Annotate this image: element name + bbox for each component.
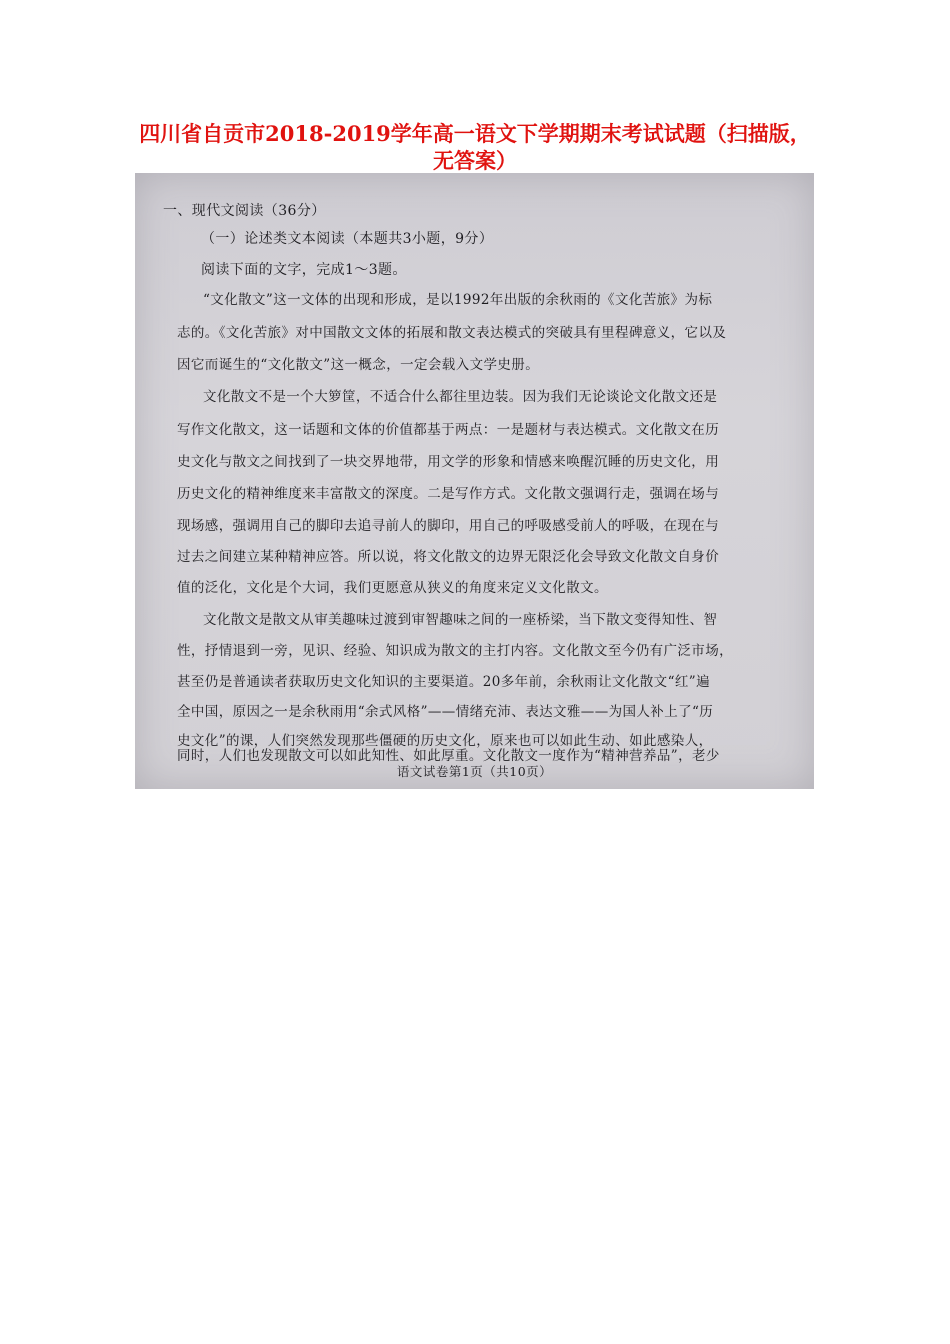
text-line: 全中国，原因之一是余秋雨用“余式风格”——情绪充沛、表达文雅——为国人补上了“历 bbox=[177, 704, 714, 720]
document-title bbox=[120, 120, 830, 174]
document-title-line-1: 四川省自贡市2018-2019学年高一语文下学期期末考试试题（扫描版， bbox=[139, 121, 811, 146]
text-line: 值的泛化，文化是个大词，我们更愿意从狭义的角度来定义文化散文。 bbox=[177, 580, 608, 596]
text-line: 历史文化的精神维度来丰富散文的深度。二是写作方式。文化散文强调行走，强调在场与 bbox=[177, 486, 720, 502]
text-line: 写作文化散文，这一话题和文体的价值都基于两点：一是题材与表达模式。文化散文在历 bbox=[177, 422, 720, 438]
document-title-line-2: 无答案） bbox=[433, 148, 517, 173]
text-line: 过去之间建立某种精神应答。所以说，将文化散文的边界无限泛化会导致文化散文自身价 bbox=[177, 549, 720, 565]
text-line: “文化散文”这一文体的出现和形成，是以1992年出版的余秋雨的《文化苦旅》为标 bbox=[203, 292, 713, 308]
subsection-heading: （一）论述类文本阅读（本题共3小题，9分） bbox=[201, 231, 494, 247]
text-line: 因它而诞生的“文化散文”这一概念，一定会载入文学史册。 bbox=[177, 357, 540, 373]
scanned-exam-page bbox=[135, 173, 814, 789]
text-line: 同时，人们也发现散文可以如此知性、如此厚重。文化散文一度作为“精神营养品”，老少 bbox=[177, 748, 720, 764]
text-line: 性，抒情退到一旁，见识、经验、知识成为散文的主打内容。文化散文至今仍有广泛市场， bbox=[177, 643, 733, 659]
text-line: 史文化与散文之间找到了一块交界地带，用文学的形象和情感来唤醒沉睡的历史文化，用 bbox=[177, 454, 720, 470]
text-line: 史文化”的课，人们突然发现那些僵硬的历史文化，原来也可以如此生动、如此感染人， bbox=[177, 733, 713, 749]
text-line: 文化散文是散文从审美趣味过渡到审智趣味之间的一座桥梁，当下散文变得知性、智 bbox=[203, 612, 718, 628]
page-footer: 语文试卷第1页（共10页） bbox=[396, 764, 553, 779]
text-line: 志的。《文化苦旅》对中国散文文体的拓展和散文表达模式的突破具有里程碑意义，它以及 bbox=[177, 325, 727, 341]
text-line: 甚至仍是普通读者获取历史文化知识的主要渠道。20多年前，余秋雨让文化散文“红”遍 bbox=[177, 674, 710, 690]
reading-instruction: 阅读下面的文字，完成1～3题。 bbox=[201, 262, 407, 278]
section-heading: 一、现代文阅读（36分） bbox=[163, 203, 326, 219]
text-line: 文化散文不是一个大箩筐，不适合什么都往里边装。因为我们无论谈论文化散文还是 bbox=[203, 389, 718, 405]
text-line: 现场感，强调用自己的脚印去追寻前人的脚印，用自己的呼吸感受前人的呼吸，在现在与 bbox=[177, 518, 720, 534]
